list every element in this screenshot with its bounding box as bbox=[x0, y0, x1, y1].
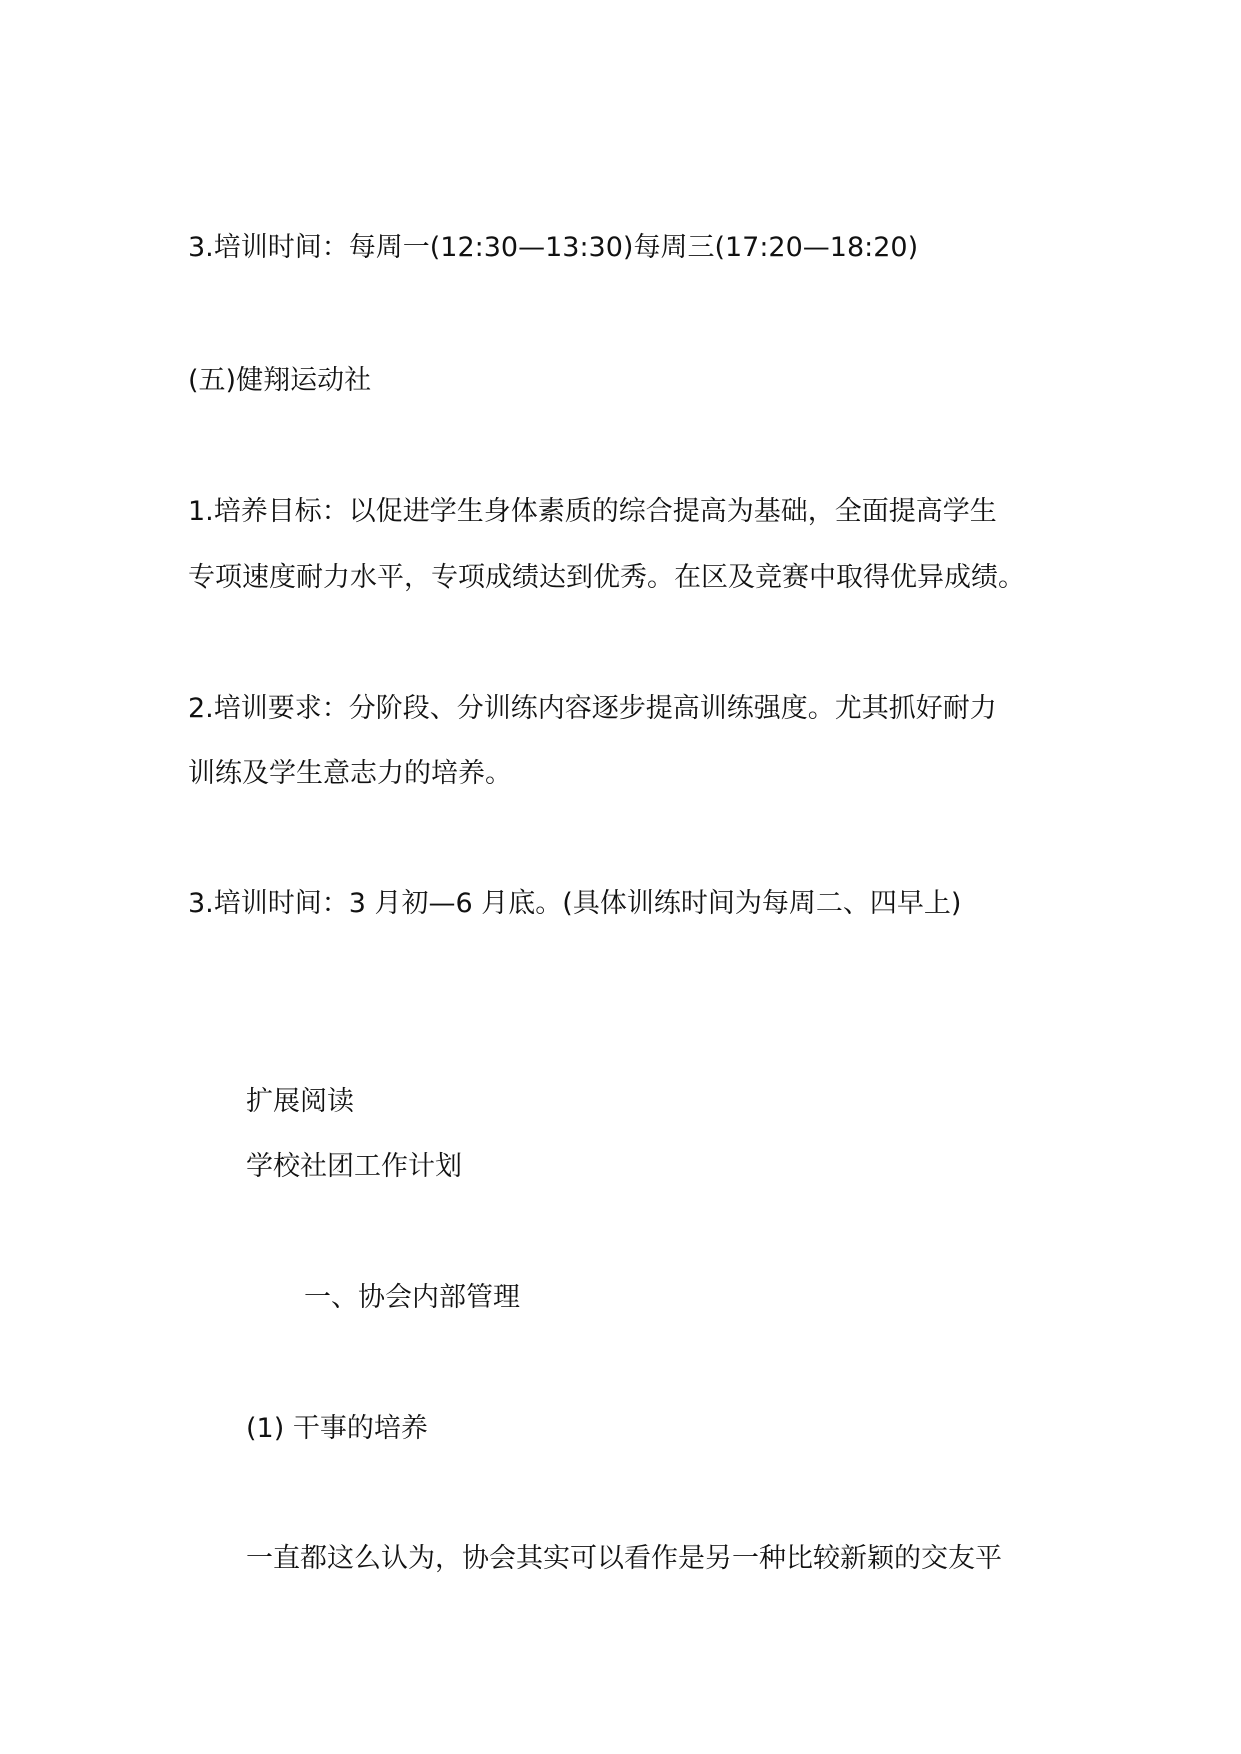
paragraph-line-1: 一直都这么认为，协会其实可以看作是另一种比较新颖的交友平 bbox=[246, 1543, 1002, 1574]
goal-line-1: 1.培养目标：以促进学生身体素质的综合提高为基础，全面提高学生 bbox=[188, 496, 997, 527]
extended-reading-label: 扩展阅读 bbox=[246, 1086, 354, 1117]
part-one-heading: 一、协会内部管理 bbox=[304, 1282, 520, 1313]
sub-heading-one: (1) 干事的培养 bbox=[246, 1413, 428, 1444]
requirement-line-1: 2.培训要求：分阶段、分训练内容逐步提高训练强度。尤其抓好耐力 bbox=[188, 693, 997, 724]
goal-line-2: 专项速度耐力水平，专项成绩达到优秀。在区及竞赛中取得优异成绩。 bbox=[188, 562, 1025, 593]
training-time-line-2: 3.培训时间：3 月初—6 月底。(具体训练时间为每周二、四早上) bbox=[188, 888, 962, 919]
requirement-line-2: 训练及学生意志力的培养。 bbox=[188, 758, 512, 789]
training-time-line: 3.培训时间：每周一(12:30—13:30)每周三(17:20—18:20) bbox=[188, 232, 919, 263]
section-heading-jianxiang: (五)健翔运动社 bbox=[188, 365, 372, 396]
extended-title: 学校社团工作计划 bbox=[246, 1151, 462, 1182]
